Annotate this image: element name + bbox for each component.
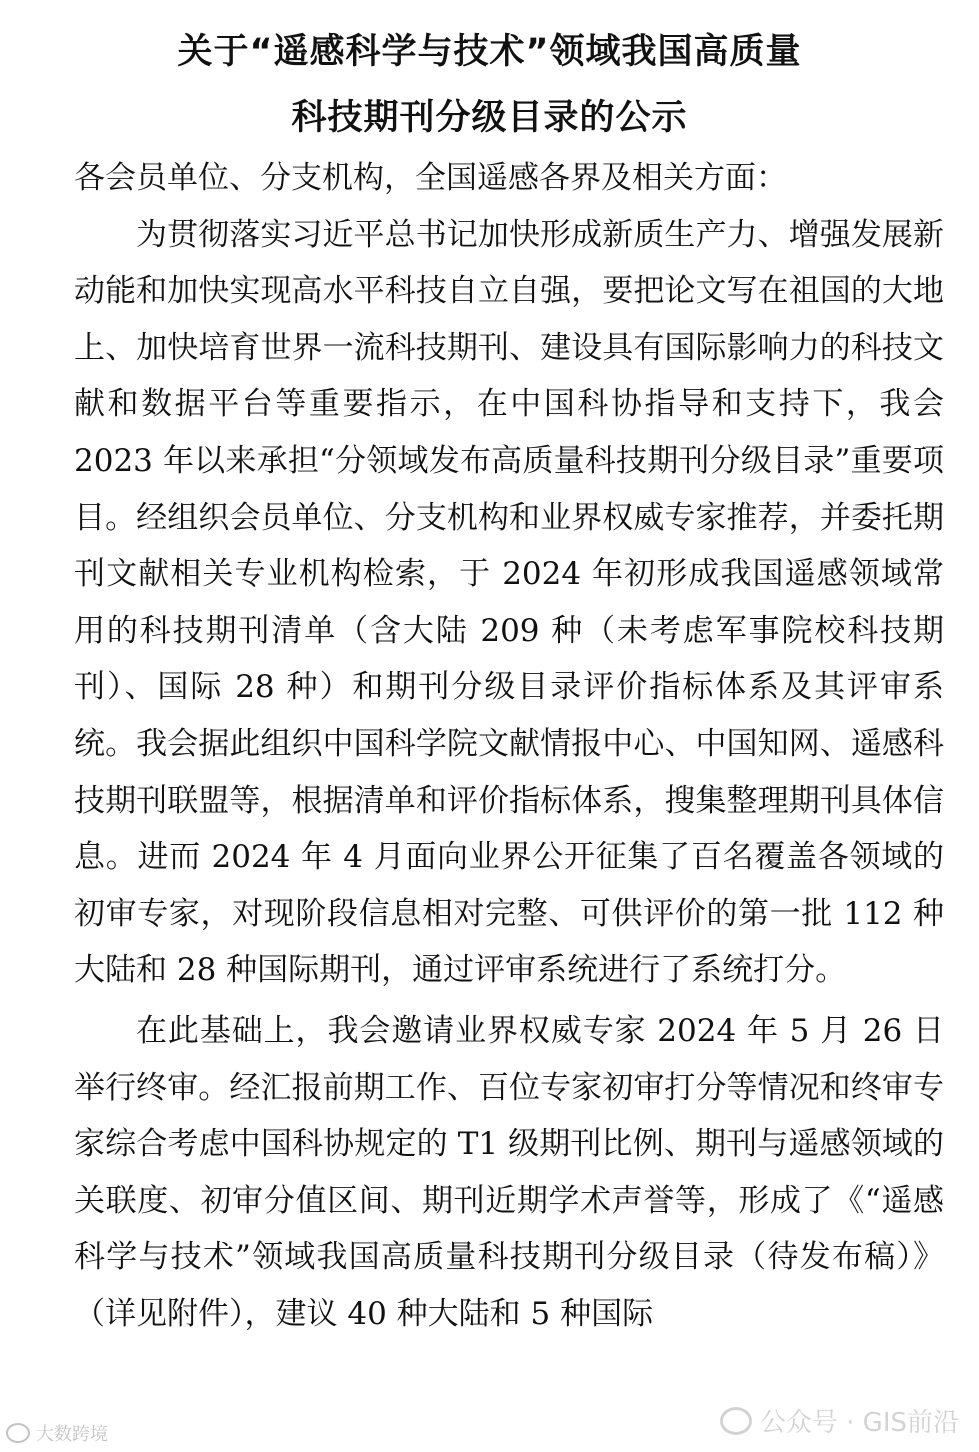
wechat-icon <box>720 1407 752 1435</box>
watermark-right <box>720 1402 959 1439</box>
salutation: 各会员单位、分支机构，全国遥感各界及相关方面： <box>74 160 787 196</box>
watermark-left-text: 大数跨境 <box>36 1424 108 1445</box>
paragraph-2: 在此基础上，我会邀请业界权威专家 2024 年 5 月 26 日举行终审。经汇报前期工作、百位专家初审打分等情况和终审专家综合考虑中国科协规定的 T1 级期刊比例、期刊与遥感领域的关联度、初审分值区间、期刊近期学术声誉等，形成了《“遥感科学与技术”领域我国高质量科技期刊分级目录（待发布稿）》（详见附件），建议 40 种大陆和 5 种国际 <box>74 1012 944 1332</box>
watermark-left <box>6 1420 108 1446</box>
document-body <box>74 150 944 1342</box>
paragraph-1: 为贯彻落实习近平总书记加快形成新质生产力、增强发展新动能和加快实现高水平科技自立自强，要把论文写在祖国的大地上、加快培育世界一流科技期刊、建设具有国际影响力的科技文献和数据平台等重要指示，在中国科协指导和支持下，我会 2023 年以来承担“分领域发布高质量科技期刊分级目录”重要项目。经组织会员单位、分支机构和业界权威专家推荐，并委托期刊文献相关专业机构检索，于 2024 年初形成我国遥感领域常用的科技期刊清单（含大陆 209 种（未考虑军事院校科技期刊）、国际 28 种）和期刊分级目录评价指标体系及其评审系统。我会据此组织中国科学院文献情报中心、中国知网、遥感科技期刊联盟等，根据清单和评价指标体系，搜集整理期刊具体信息。进而 2024 年 4 月面向业界公开征集了百名覆盖各领域的初审专家，对现阶段信息相对完整、可供评价的第一批 112 种大陆和 28 种国际期刊，通过评审系统进行了系统打分。 <box>74 216 944 989</box>
document-title-line2: 科技期刊分级目录的公示 <box>291 98 688 138</box>
watermark-right-text: 公众号 · GIS前沿 <box>759 1408 959 1438</box>
chat-bubble-icon <box>6 1423 30 1443</box>
document-title-line1: 关于“遥感科学与技术”领域我国高质量 <box>177 32 802 72</box>
